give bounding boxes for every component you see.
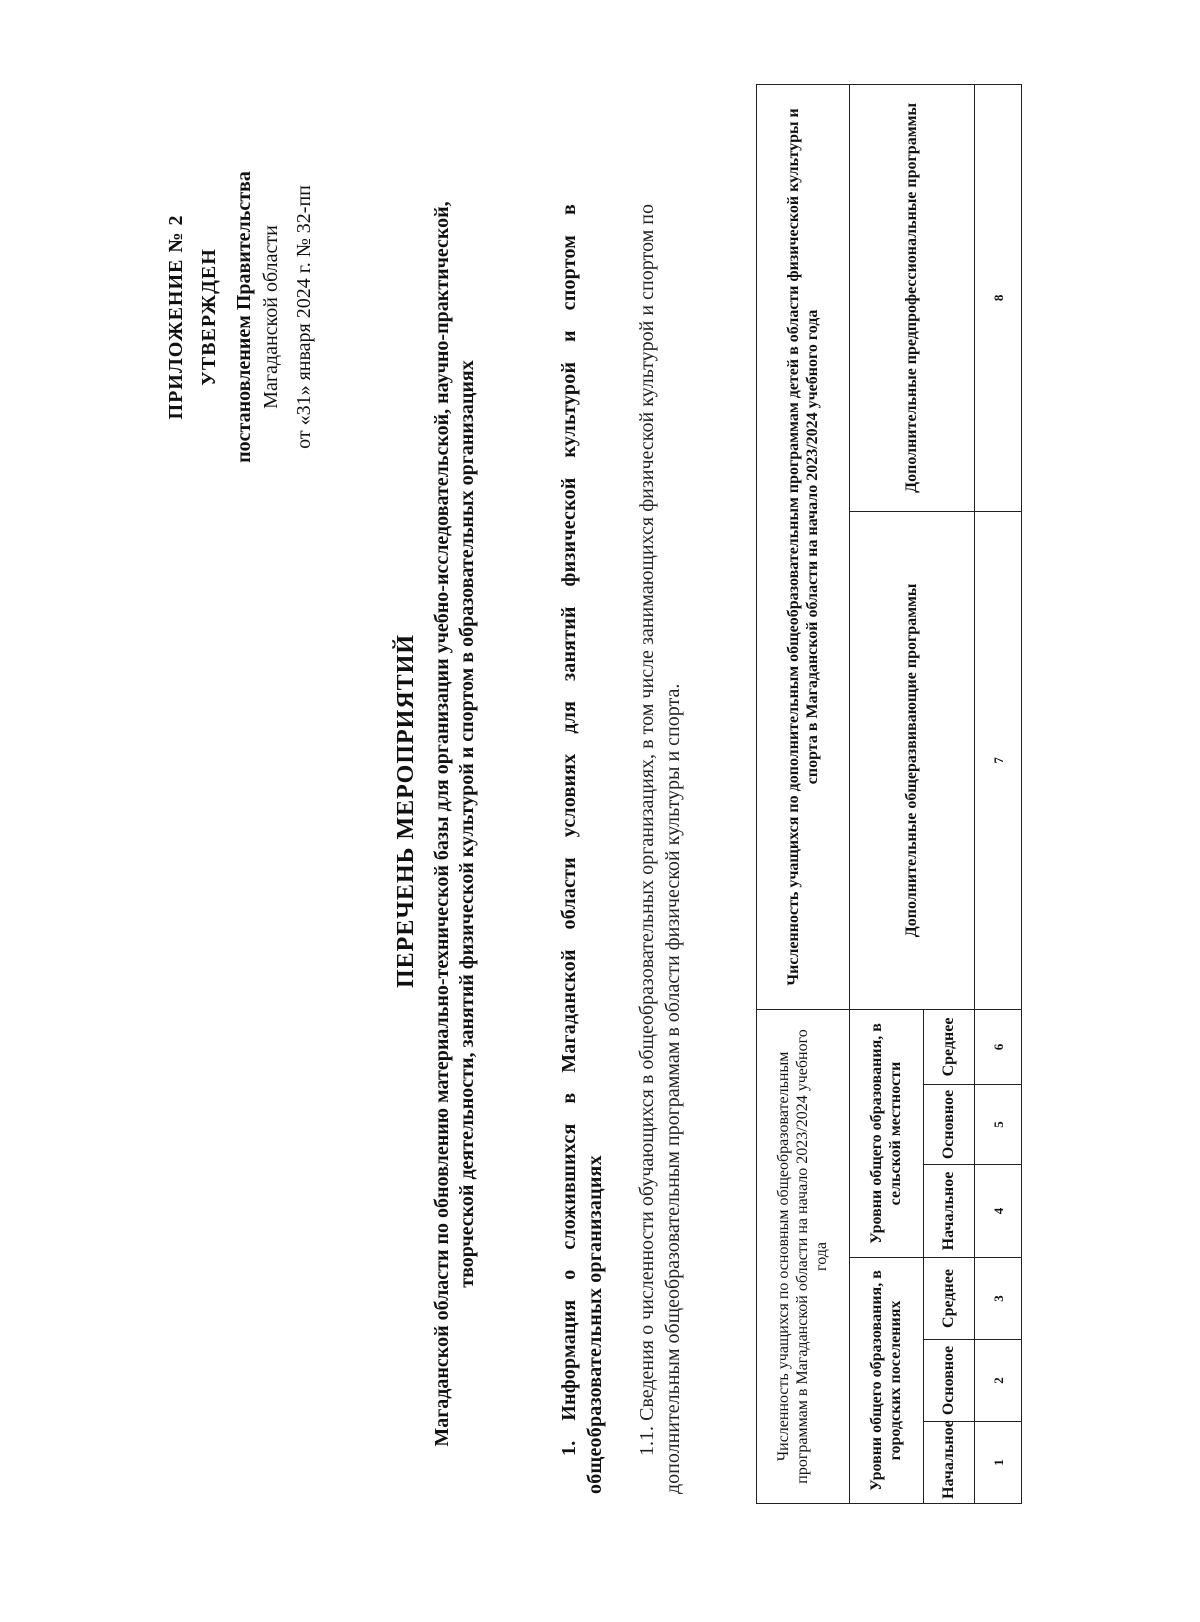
rural-levels-header: Уровни общего образования, в сельской местности: [849, 1009, 923, 1257]
preprof-programs-header: Дополнительные предпрофессиональные программы: [849, 84, 975, 511]
column-number: 3: [975, 1258, 1022, 1340]
students-table: [756, 84, 1022, 1504]
table-header-row-1: [757, 84, 850, 1503]
level-cell: Среднее: [923, 1009, 974, 1084]
level-cell: Основное: [923, 1085, 974, 1165]
column-number: 2: [975, 1340, 1022, 1422]
column-number: 4: [975, 1165, 1022, 1258]
group1-header: Численность учащихся по основным общеобразовательным программам в Магаданской области на начало 2023/2024 учебного года: [757, 1009, 850, 1503]
column-number: 1: [975, 1422, 1022, 1504]
table-number-row: [975, 84, 1022, 1503]
level-cell: Начальное: [923, 1422, 974, 1504]
table-header-row-2: [849, 84, 923, 1503]
paragraph-1-1: 1.1. Сведения о численности обучающихся в общеобразовательных организациях, в том числе занимающихся физической культурой и спортом по дополнительным общеобразовательным программам в области физической культуры и спорта.: [636, 204, 684, 1494]
document-subtitle: Магаданской области по обновлению материально-технической базы для организации учебно-исследовательской, научно-практической, творческой деятельности, занятий физической культурой и спортом в образовательных организациях: [431, 201, 478, 1447]
appendix-number: ПРИЛОЖЕНИЕ № 2: [165, 214, 187, 420]
column-number: 6: [975, 1009, 1022, 1084]
level-cell: Среднее: [923, 1258, 974, 1340]
dev-programs-header: Дополнительные общеразвивающие программы: [849, 511, 975, 1009]
approval-date: от «31» января 2024 г. № 32-пп: [293, 185, 315, 449]
group2-header: Численность учащихся по дополнительным общеобразовательным программам детей в области физической культуры и спорта в Магаданской области на начало 2023/2024 учебного года: [757, 84, 850, 1009]
approval-block: [0, 0, 380, 1622]
approval-authority: постановлением Правительства: [233, 171, 255, 463]
column-number: 7: [975, 511, 1022, 1009]
approved-label: УТВЕРЖДЕН: [198, 248, 220, 386]
column-number: 8: [975, 84, 1022, 511]
approval-region: Магаданской области: [260, 225, 282, 409]
column-number: 5: [975, 1085, 1022, 1165]
document-title: ПЕРЕЧЕНЬ МЕРОПРИЯТИЙ: [393, 633, 419, 989]
level-cell: Основное: [923, 1340, 974, 1422]
section-heading: 1. Информация о сложившихся в Магаданской области условиях для занятий физической культурой и спортом в общеобразовательных организациях: [558, 204, 606, 1494]
level-cell: Начальное: [923, 1165, 974, 1258]
urban-levels-header: Уровни общего образования, в городских поселениях: [849, 1258, 923, 1504]
